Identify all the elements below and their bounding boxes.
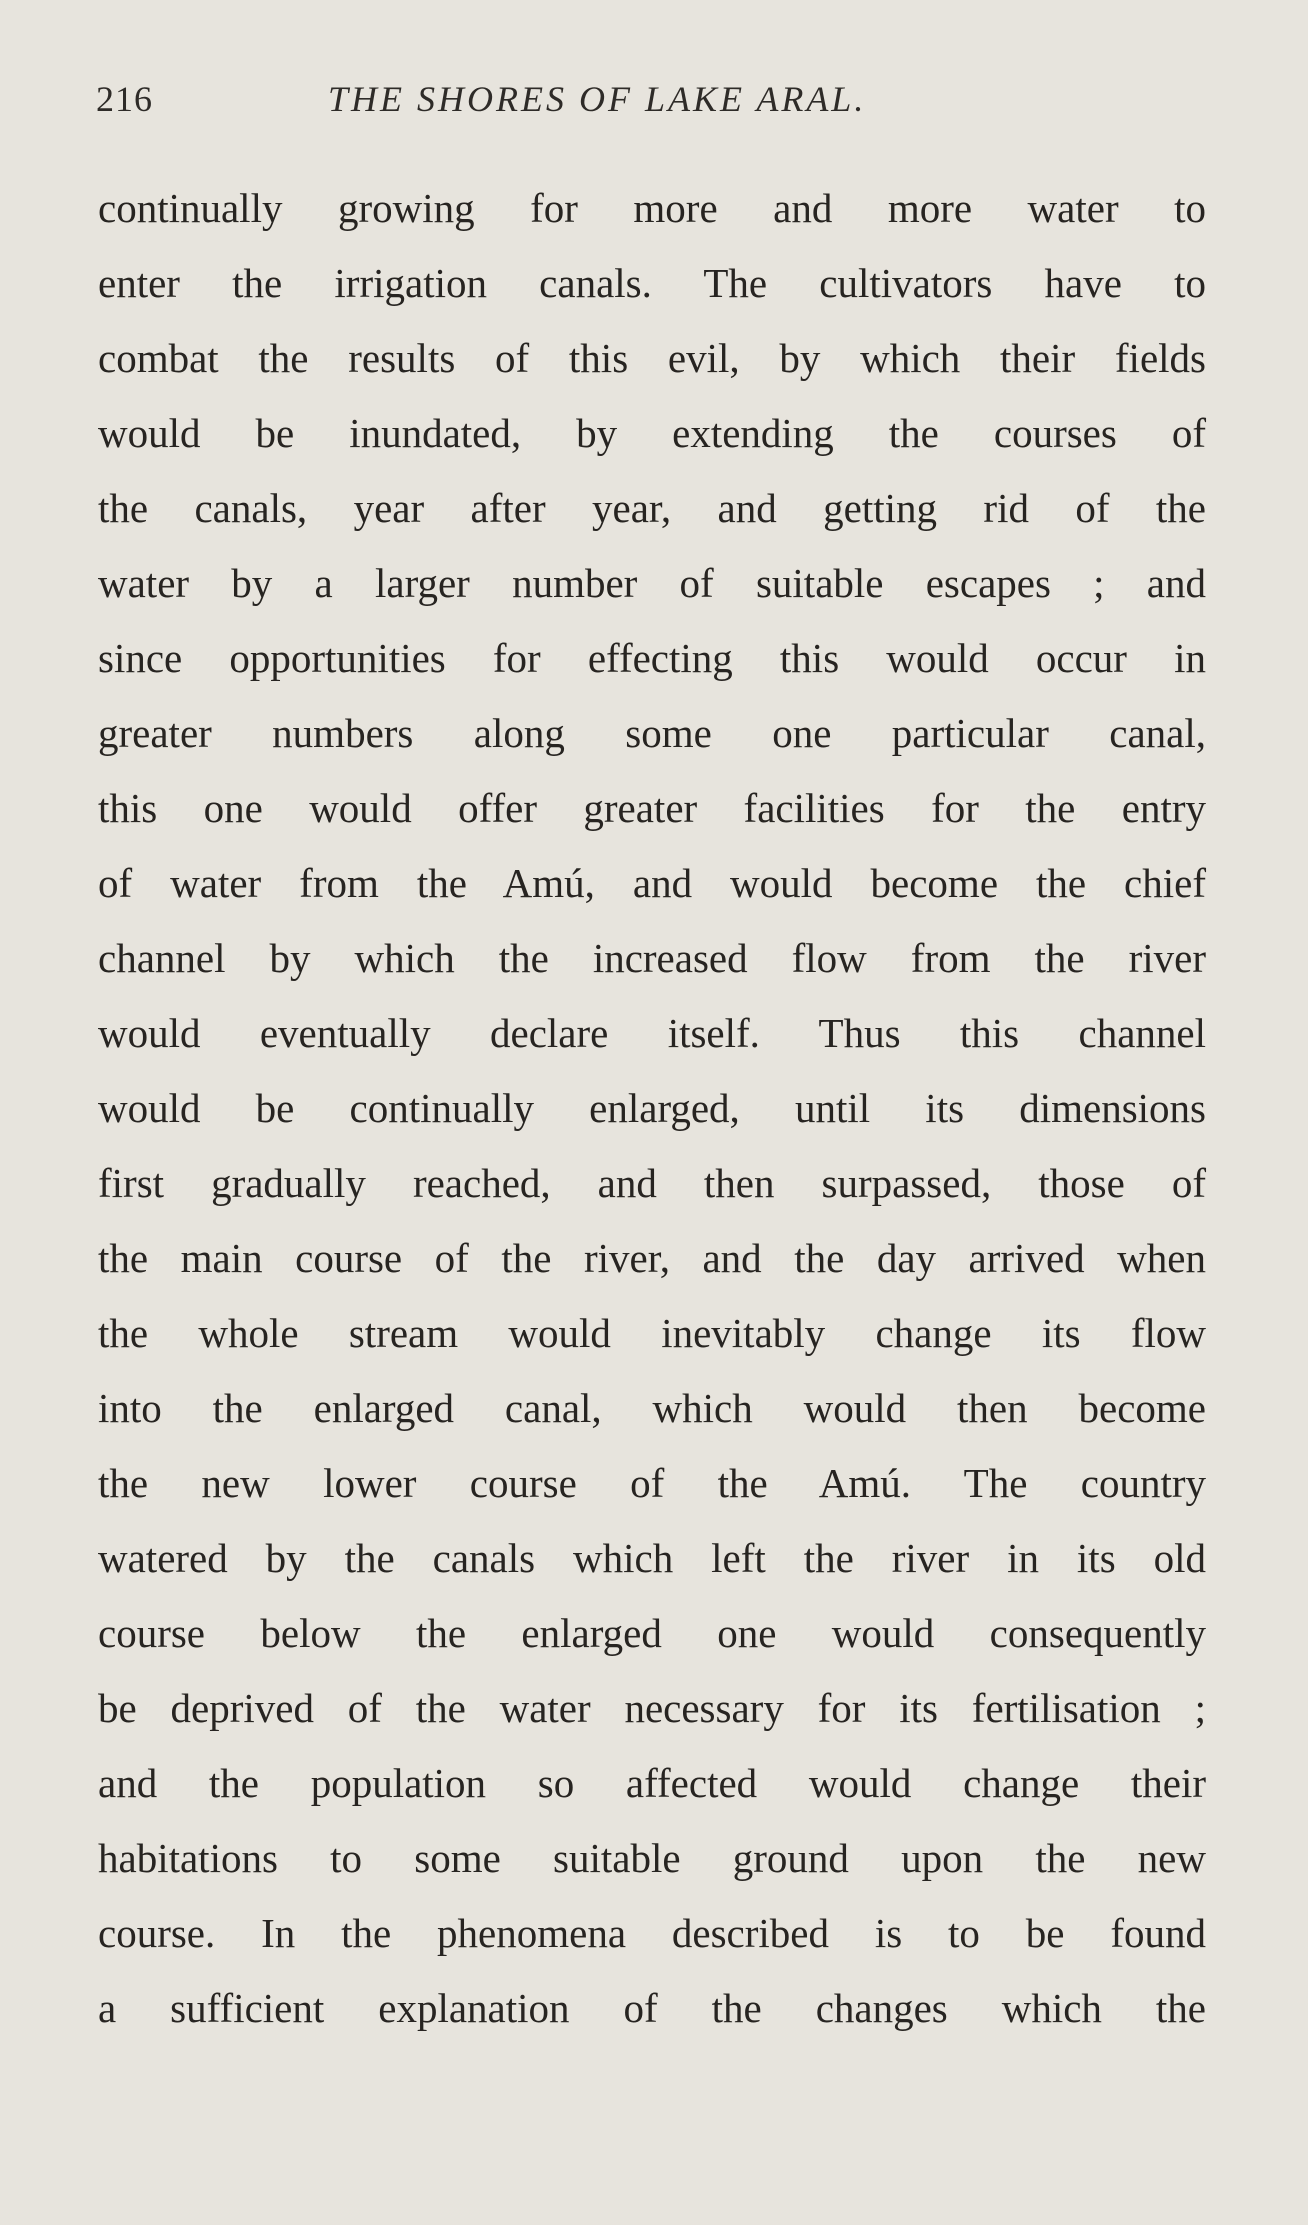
text-line: into the enlarged canal, which would then become [98, 1385, 1206, 1431]
text-line: habitations to some suitable ground upon the new [98, 1835, 1206, 1881]
text-line: this one would offer greater facilities for the entry [98, 785, 1206, 831]
text-line: the new lower course of the Amú. The country [98, 1460, 1206, 1506]
body-text [98, 178, 1206, 2053]
text-line: the canals, year after year, and getting rid of the [98, 485, 1206, 531]
text-line: enter the irrigation canals. The cultivators have to [98, 260, 1206, 306]
text-line: would be continually enlarged, until its dimensions [98, 1085, 1206, 1131]
text-line: be deprived of the water necessary for its fertilisation ; [98, 1685, 1206, 1731]
text-line: course below the enlarged one would consequently [98, 1610, 1206, 1656]
text-line: since opportunities for effecting this would occur in [98, 635, 1206, 681]
text-line: watered by the canals which left the river in its old [98, 1535, 1206, 1581]
running-head [96, 78, 1206, 128]
text-line: would eventually declare itself. Thus this channel [98, 1010, 1206, 1056]
text-line: a sufficient explanation of the changes which the [98, 1985, 1206, 2031]
text-line: the whole stream would inevitably change its flow [98, 1310, 1206, 1356]
text-line: the main course of the river, and the day arrived when [98, 1235, 1206, 1281]
text-line: course. In the phenomena described is to be found [98, 1910, 1206, 1956]
text-line: and the population so affected would change their [98, 1760, 1206, 1806]
page-number: 216 [96, 79, 153, 119]
running-title: THE SHORES OF LAKE ARAL. [328, 79, 867, 119]
text-line: of water from the Amú, and would become the chief [98, 860, 1206, 906]
text-line: water by a larger number of suitable escapes ; and [98, 560, 1206, 606]
text-line: first gradually reached, and then surpassed, those of [98, 1160, 1206, 1206]
text-line: combat the results of this evil, by which their fields [98, 335, 1206, 381]
text-line: channel by which the increased flow from the river [98, 935, 1206, 981]
text-line: continually growing for more and more water to [98, 185, 1206, 231]
text-line: greater numbers along some one particular canal, [98, 710, 1206, 756]
text-line: would be inundated, by extending the courses of [98, 410, 1206, 456]
